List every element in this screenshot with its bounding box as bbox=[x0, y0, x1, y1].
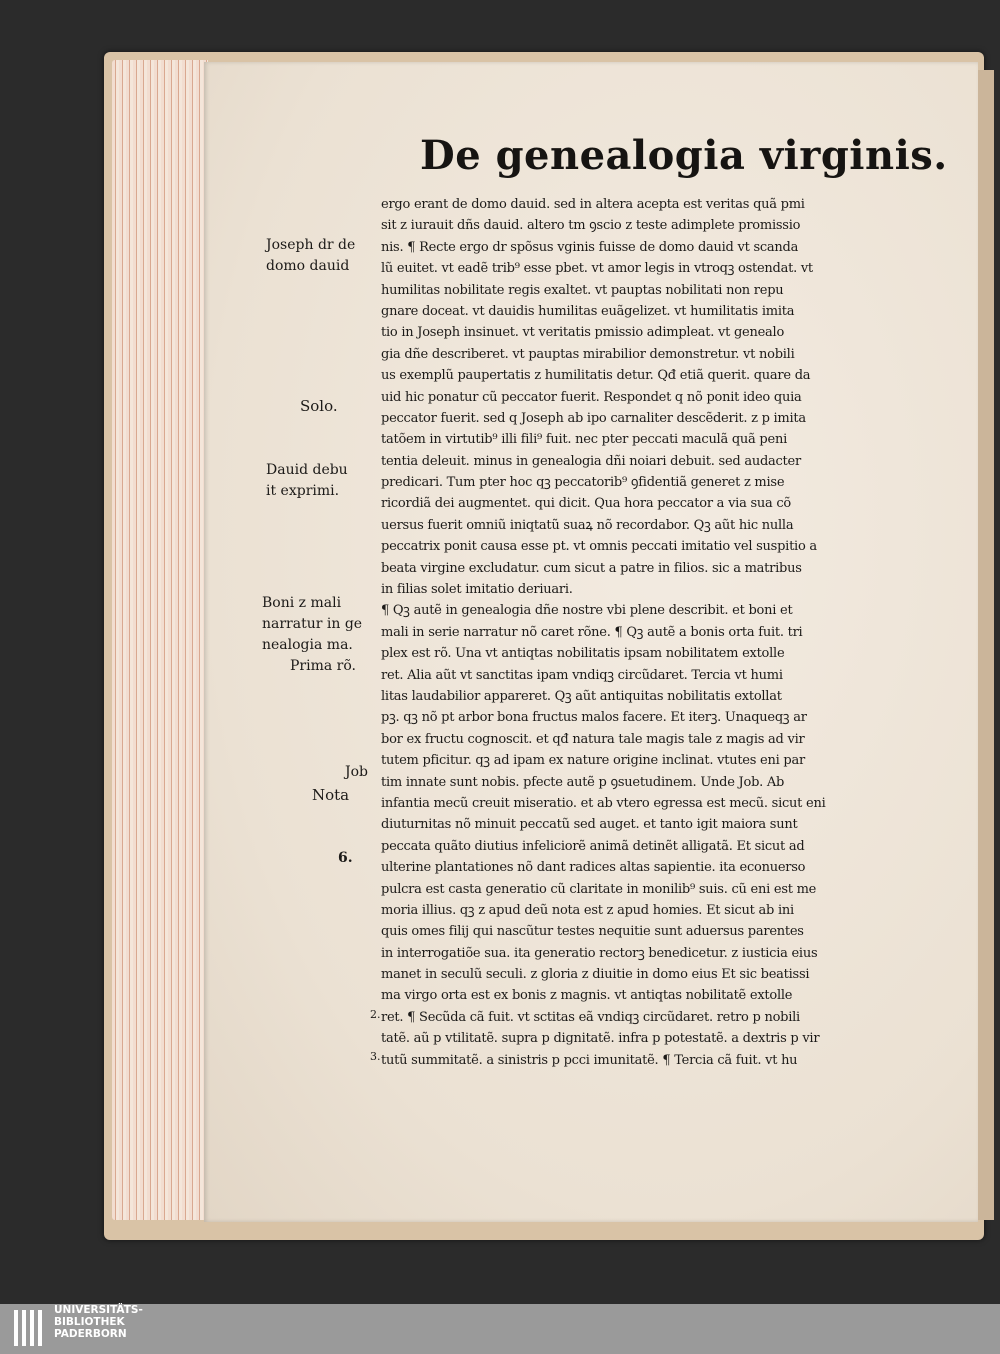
text-line: bor ex fructu cognoscit. et qđ natura tale magis tale z magis ad vir bbox=[381, 731, 805, 747]
margin-gloss-boni bbox=[262, 593, 362, 677]
text-line: tatẽ. aũ p vtilitatẽ. supra p dignitatẽ. infra p potestatẽ. a dextris p vir bbox=[381, 1031, 820, 1047]
margin-number-three: 3. bbox=[370, 1050, 381, 1063]
margin-gloss-line: Dauid debu bbox=[266, 462, 348, 478]
text-line: peccata quãto diutius infeliciorẽ animã detinẽt alligatã. Et sicut ad bbox=[381, 838, 805, 854]
text-line: in interrogatiõe sua. ita generatio rectorꝫ benedicetur. z iusticia eius bbox=[381, 945, 818, 961]
text-line: tutũ summitatẽ. a sinistris p pcci imunitatẽ. ¶ Tercia cã fuit. vt hu bbox=[381, 1052, 798, 1068]
text-line: sit z iurauit dñs dauid. altero tm ꝯscio z teste adimplete promissio bbox=[381, 218, 801, 234]
logo-line: BIBLIOTHEK bbox=[54, 1316, 125, 1328]
text-line: us exemplũ paupertatis z humilitatis detur. Qđ etiã querit. quare da bbox=[381, 368, 811, 384]
text-line: ret. ¶ Secũda cã fuit. vt sctitas eã vndiqꝫ circũdaret. retro p nobili bbox=[381, 1009, 800, 1025]
text-line: tentia deleuit. minus in genealogia dñi noiari debuit. sed audacter bbox=[381, 453, 801, 469]
text-line: pꝫ. qꝫ nõ pt arbor bona fructus malos facere. Et iterꝫ. Unaqueqꝫ ar bbox=[381, 710, 807, 726]
text-line: manet in seculũ seculi. z gloria z diuitie in domo eius Et sic beatissi bbox=[381, 967, 810, 983]
text-line: beata virgine excludatur. cum sicut a patre in filios. sic a matribus bbox=[381, 560, 802, 576]
logo-line: UNIVERSITÄTS- bbox=[54, 1304, 143, 1316]
text-line: uersus fuerit omniũ iniqtatũ suaꝝ nõ recordabor. Qꝫ aũt hic nulla bbox=[381, 517, 794, 533]
text-line: ricordiã dei augmentet. qui dicit. Qua hora peccator a via sua cõ bbox=[381, 496, 791, 512]
logo-line: PADERBORN bbox=[54, 1328, 127, 1340]
margin-gloss-line: Joseph dr de bbox=[266, 237, 356, 253]
text-line: quis omes filij qui nascũtur testes nequitie sunt aduersus parentes bbox=[381, 924, 804, 940]
text-line: litas laudabilior appareret. Qꝫ aũt antiquitas nobilitatis extollat bbox=[381, 688, 782, 704]
margin-gloss-line: Prima rõ. bbox=[290, 658, 356, 674]
text-line: ulterine plantationes nõ dant radices altas sapientie. ita econuerso bbox=[381, 860, 806, 876]
library-footer-bar bbox=[0, 1304, 1000, 1354]
text-line: ergo erant de domo dauid. sed in altera acepta est veritas quã pmi bbox=[381, 197, 805, 212]
margin-gloss-line: it exprimi. bbox=[266, 483, 340, 499]
text-line: in filias solet imitatio deriuari. bbox=[381, 582, 573, 598]
text-line: moria illius. qꝫ z apud deũ nota est z apud homies. Et sicut ab ini bbox=[381, 902, 794, 918]
text-line: ¶ Qꝫ autẽ in genealogia dñe nostre vbi plene describit. et boni et bbox=[381, 603, 793, 619]
margin-gloss-line: Boni z mali bbox=[262, 595, 342, 611]
margin-number-two: 2. bbox=[370, 1008, 381, 1021]
margin-gloss-line: narratur in ge bbox=[262, 616, 363, 632]
page-title: De genealogia virginis. bbox=[420, 132, 948, 179]
main-text-block bbox=[381, 194, 907, 1071]
text-line: peccatrix ponit causa esse pt. vt omnis peccati imitatio vel suspitio a bbox=[381, 539, 817, 555]
text-line: tutem pficitur. qꝫ ad ipam ex nature origine inclinat. vtutes eni par bbox=[381, 753, 805, 769]
text-line: mali in serie narratur nõ caret rõne. ¶ Qꝫ autẽ a bonis orta fuit. tri bbox=[381, 624, 803, 640]
text-line: gnare doceat. vt dauidis humilitas euãgelizet. vt humilitatis imita bbox=[381, 303, 795, 319]
text-line: tio in Joseph insinuet. vt veritatis pmissio adimpleat. vt genealo bbox=[381, 325, 785, 341]
text-line: uid hic ponatur cũ peccator fuerit. Respondet q nõ ponit ideo quia bbox=[381, 389, 802, 405]
margin-gloss-joseph bbox=[266, 235, 355, 277]
text-line: humilitas nobilitate regis exaltet. vt pauptas nobilitati non repu bbox=[381, 282, 784, 298]
library-logo-icon bbox=[12, 1306, 48, 1350]
text-line: nis. ¶ Recte ergo dr spõsus vginis fuisse de domo dauid vt scanda bbox=[381, 239, 799, 255]
text-line: peccator fuerit. sed q Joseph ab ipo carnaliter descẽderit. z p imita bbox=[381, 410, 806, 426]
text-line: plex est rõ. Una vt antiqtas nobilitatis ipsam nobilitatem extolle bbox=[381, 646, 785, 662]
text-line: gia dñe describeret. vt pauptas mirabilior demonstretur. vt nobili bbox=[381, 346, 795, 362]
margin-gloss-line: domo dauid bbox=[266, 258, 350, 274]
text-line: ma virgo orta est ex bonis z magnis. vt antiqtas nobilitatẽ extolle bbox=[381, 988, 793, 1004]
text-line: ret. Alia aũt vt sanctitas ipam vndiqꝫ circũdaret. Tercia vt humi bbox=[381, 667, 783, 683]
margin-gloss-job: Job bbox=[345, 764, 369, 780]
margin-gloss-nota: Nota bbox=[312, 786, 350, 804]
text-line: tatõem in virtutib⁹ illi fili⁹ fuit. nec pter peccati maculã quã peni bbox=[381, 432, 787, 448]
library-logo-text bbox=[54, 1304, 143, 1340]
margin-gloss-line: nealogia ma. bbox=[262, 637, 353, 653]
text-line: lũ euitet. vt eadẽ trib⁹ esse pbet. vt amor legis in vtroqꝫ ostendat. vt bbox=[381, 261, 813, 277]
text-line: pulcra est casta generatio cũ claritate in monilib⁹ suis. cũ eni est me bbox=[381, 881, 817, 897]
margin-number-six: 6. bbox=[338, 850, 353, 866]
text-line: predicari. Tum pter hoc qꝫ peccatorib⁹ ꝯfidentiã generet z mise bbox=[381, 475, 785, 491]
margin-gloss-dauid bbox=[266, 460, 348, 502]
page-fore-edge bbox=[112, 60, 208, 1220]
text-line: diuturnitas nõ minuit peccatũ sed auget. et tanto igit maiora sunt bbox=[381, 817, 798, 833]
margin-gloss-solo: Solo. bbox=[300, 397, 338, 415]
text-line: infantia mecũ creuit miseratio. et ab vtero egressa est mecũ. sicut eni bbox=[381, 795, 826, 811]
text-line: tim innate sunt nobis. pfecte autẽ p ꝯsuetudinem. Unde Job. Ab bbox=[381, 774, 785, 790]
